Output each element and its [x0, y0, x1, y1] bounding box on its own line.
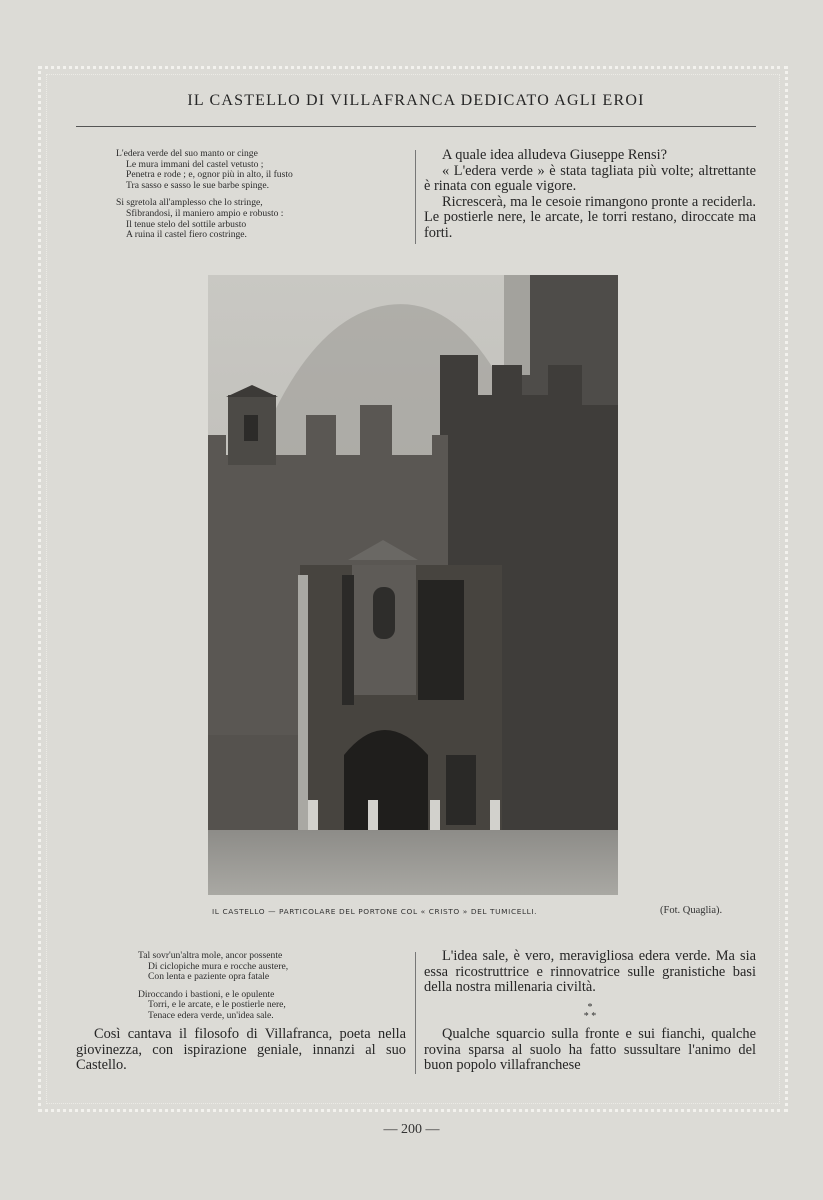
paragraph: L'idea sale, è vero, meravigliosa edera verde. Ma sia essa ricostruttrice e rinnovatrice sulle granistiche basi della nostra millenaria civiltà. [424, 948, 756, 996]
verse-stanza [138, 990, 408, 1022]
bottom-right-prose [424, 949, 756, 996]
paragraph: Qualche squarcio sulla fronte e sui fianchi, qualche rovina sparsa al suolo ha fatto sussultare l'animo del buon popolo villafranchese [424, 1026, 756, 1074]
verse-line: A ruina il castel fiero costringe. [126, 229, 247, 241]
verse-line: Diroccando i bastioni, e le opulente [138, 988, 275, 1000]
bottom-left-prose [76, 1027, 406, 1074]
paragraph: « L'edera verde » è stata tagliata più volte; altrettante è rinata con eguale vigore. [424, 162, 756, 195]
star-bottom: * * [583, 1011, 597, 1022]
verse-line: Sfibrandosi, il maniero ampio e robusto : [126, 207, 284, 219]
paragraph: Così cantava il filosofo di Villafranca, poeta nella giovinezza, con ispirazione geniale, innanzi al suo Castello. [76, 1026, 406, 1074]
verse-line: L'edera verde del suo manto or cinge [116, 148, 258, 159]
verse-line: Torri, e le arcate, e le postierle nere, [148, 999, 286, 1011]
verse-line: Il tenue stelo del sottile arbusto [126, 218, 247, 230]
verse-stanza [138, 951, 408, 983]
top-prose [424, 148, 756, 242]
page-number: — 200 — [383, 1122, 440, 1137]
verse-line: Tenace edera verde, un'idea sale. [148, 1009, 274, 1021]
verse-stanza [116, 149, 406, 191]
castle-photograph [208, 275, 618, 895]
verse-line: Le mura immani del castel vetusto ; [126, 158, 264, 170]
bottom-right-prose-2 [424, 1027, 756, 1074]
verse-line: Di ciclopiche mura e rocche austere, [148, 960, 289, 972]
verse-line: Penetra e rode ; e, ognor più in alto, il fusto [126, 169, 293, 181]
star-top: * [587, 1002, 593, 1013]
section-break-stars [570, 1003, 610, 1021]
bottom-verse [138, 951, 408, 1029]
photo-caption: IL CASTELLO — PARTICOLARE DEL PORTONE COL « CRISTO » DEL TUMICELLI. [212, 907, 538, 916]
page-title: IL CASTELLO DI VILLAFRANCA DEDICATO AGLI EROI [187, 92, 645, 109]
verse-line: Con lenta e paziente opra fatale [148, 971, 270, 983]
photo-credit: (Fot. Quaglia). [660, 905, 723, 916]
verse-line: Tra sasso e sasso le sue barbe spinge. [126, 179, 269, 191]
verse-line: Tal sovr'un'altra mole, ancor possente [138, 950, 283, 961]
paragraph: A quale idea alludeva Giuseppe Rensi? [442, 147, 667, 163]
verse-stanza [116, 198, 406, 240]
top-verse [116, 149, 406, 248]
header-rule [76, 126, 756, 127]
column-divider [415, 952, 416, 1074]
column-divider [415, 150, 416, 244]
verse-line: Si sgretola all'amplesso che lo stringe, [116, 197, 263, 209]
paragraph: Ricrescerà, ma le cesoie rimangono pronte a reciderla. Le postierle nere, le arcate, le torri restano, diroccate ma forti. [424, 193, 756, 241]
